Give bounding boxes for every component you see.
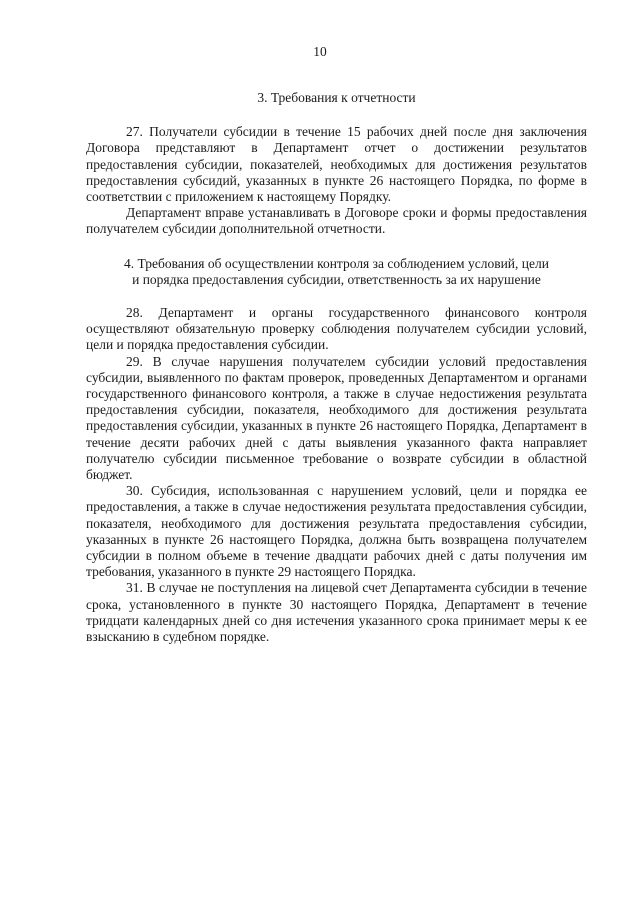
page-number: 10 bbox=[313, 44, 327, 59]
paragraph-28: 28. Департамент и органы государственного финансового контроля осуществляют обязательную проверку соблюдения получателем субсидии условий, цели и порядка предоставления субсидии. bbox=[86, 305, 587, 353]
section-4-heading-line-2: и порядка предоставления субсидии, ответственность за их нарушение bbox=[132, 271, 541, 287]
paragraph-31: 31. В случае не поступления на лицевой счет Департамента субсидии в течение срока, установленного в пункте 30 настоящего Порядка, Департамент в течение тридцати календарных дней со дня истечения указанного срока принимает меры к ее взысканию в судебном порядке. bbox=[86, 580, 587, 645]
section-4-heading bbox=[86, 256, 587, 288]
paragraph-department-reporting: Департамент вправе устанавливать в Договоре сроки и формы предоставления получателем субсидии дополнительной отчетности. bbox=[86, 205, 587, 237]
paragraph-30: 30. Субсидия, использованная с нарушением условий, цели и порядка ее предоставления, а также в случае недостижения результата предоставления субсидии, показателя, необходимого для достижения результата предоставления субсидии, указанных в пункте 26 настоящего Порядка, должна быть возвращена получателем субсидии в полном объеме в течение двадцати рабочих дней с даты получения им требования, указанного в пункте 29 настоящего Порядка. bbox=[86, 483, 587, 580]
section-3-heading: 3. Требования к отчетности bbox=[257, 90, 416, 105]
document-body bbox=[86, 90, 587, 645]
paragraph-29: 29. В случае нарушения получателем субсидии условий предоставления субсидии, выявленного по фактам проверок, проведенных Департаментом и органами государственного финансового контроля, а также в случае недостижения результата предоставления субсидии, показателя, необходимого для достижения результата предоставления субсидии, указанных в пункте 26 настоящего Порядка, Департамент в течение десяти рабочих дней с даты выявления указанного факта направляет получателю субсидии письменное требование о возврате субсидии в областной бюджет. bbox=[86, 353, 587, 483]
paragraph-27: 27. Получатели субсидии в течение 15 рабочих дней после дня заключения Договора представляют в Департамент отчет о достижении результатов предоставления субсидии, показателей, необходимых для достижения результатов предоставления субсидий, указанных в пункте 26 настоящего Порядка, по форме в соответствии с приложением к настоящему Порядку. bbox=[86, 124, 587, 205]
section-4-heading-line-1: 4. Требования об осуществлении контроля за соблюдением условий, цели bbox=[124, 255, 549, 271]
